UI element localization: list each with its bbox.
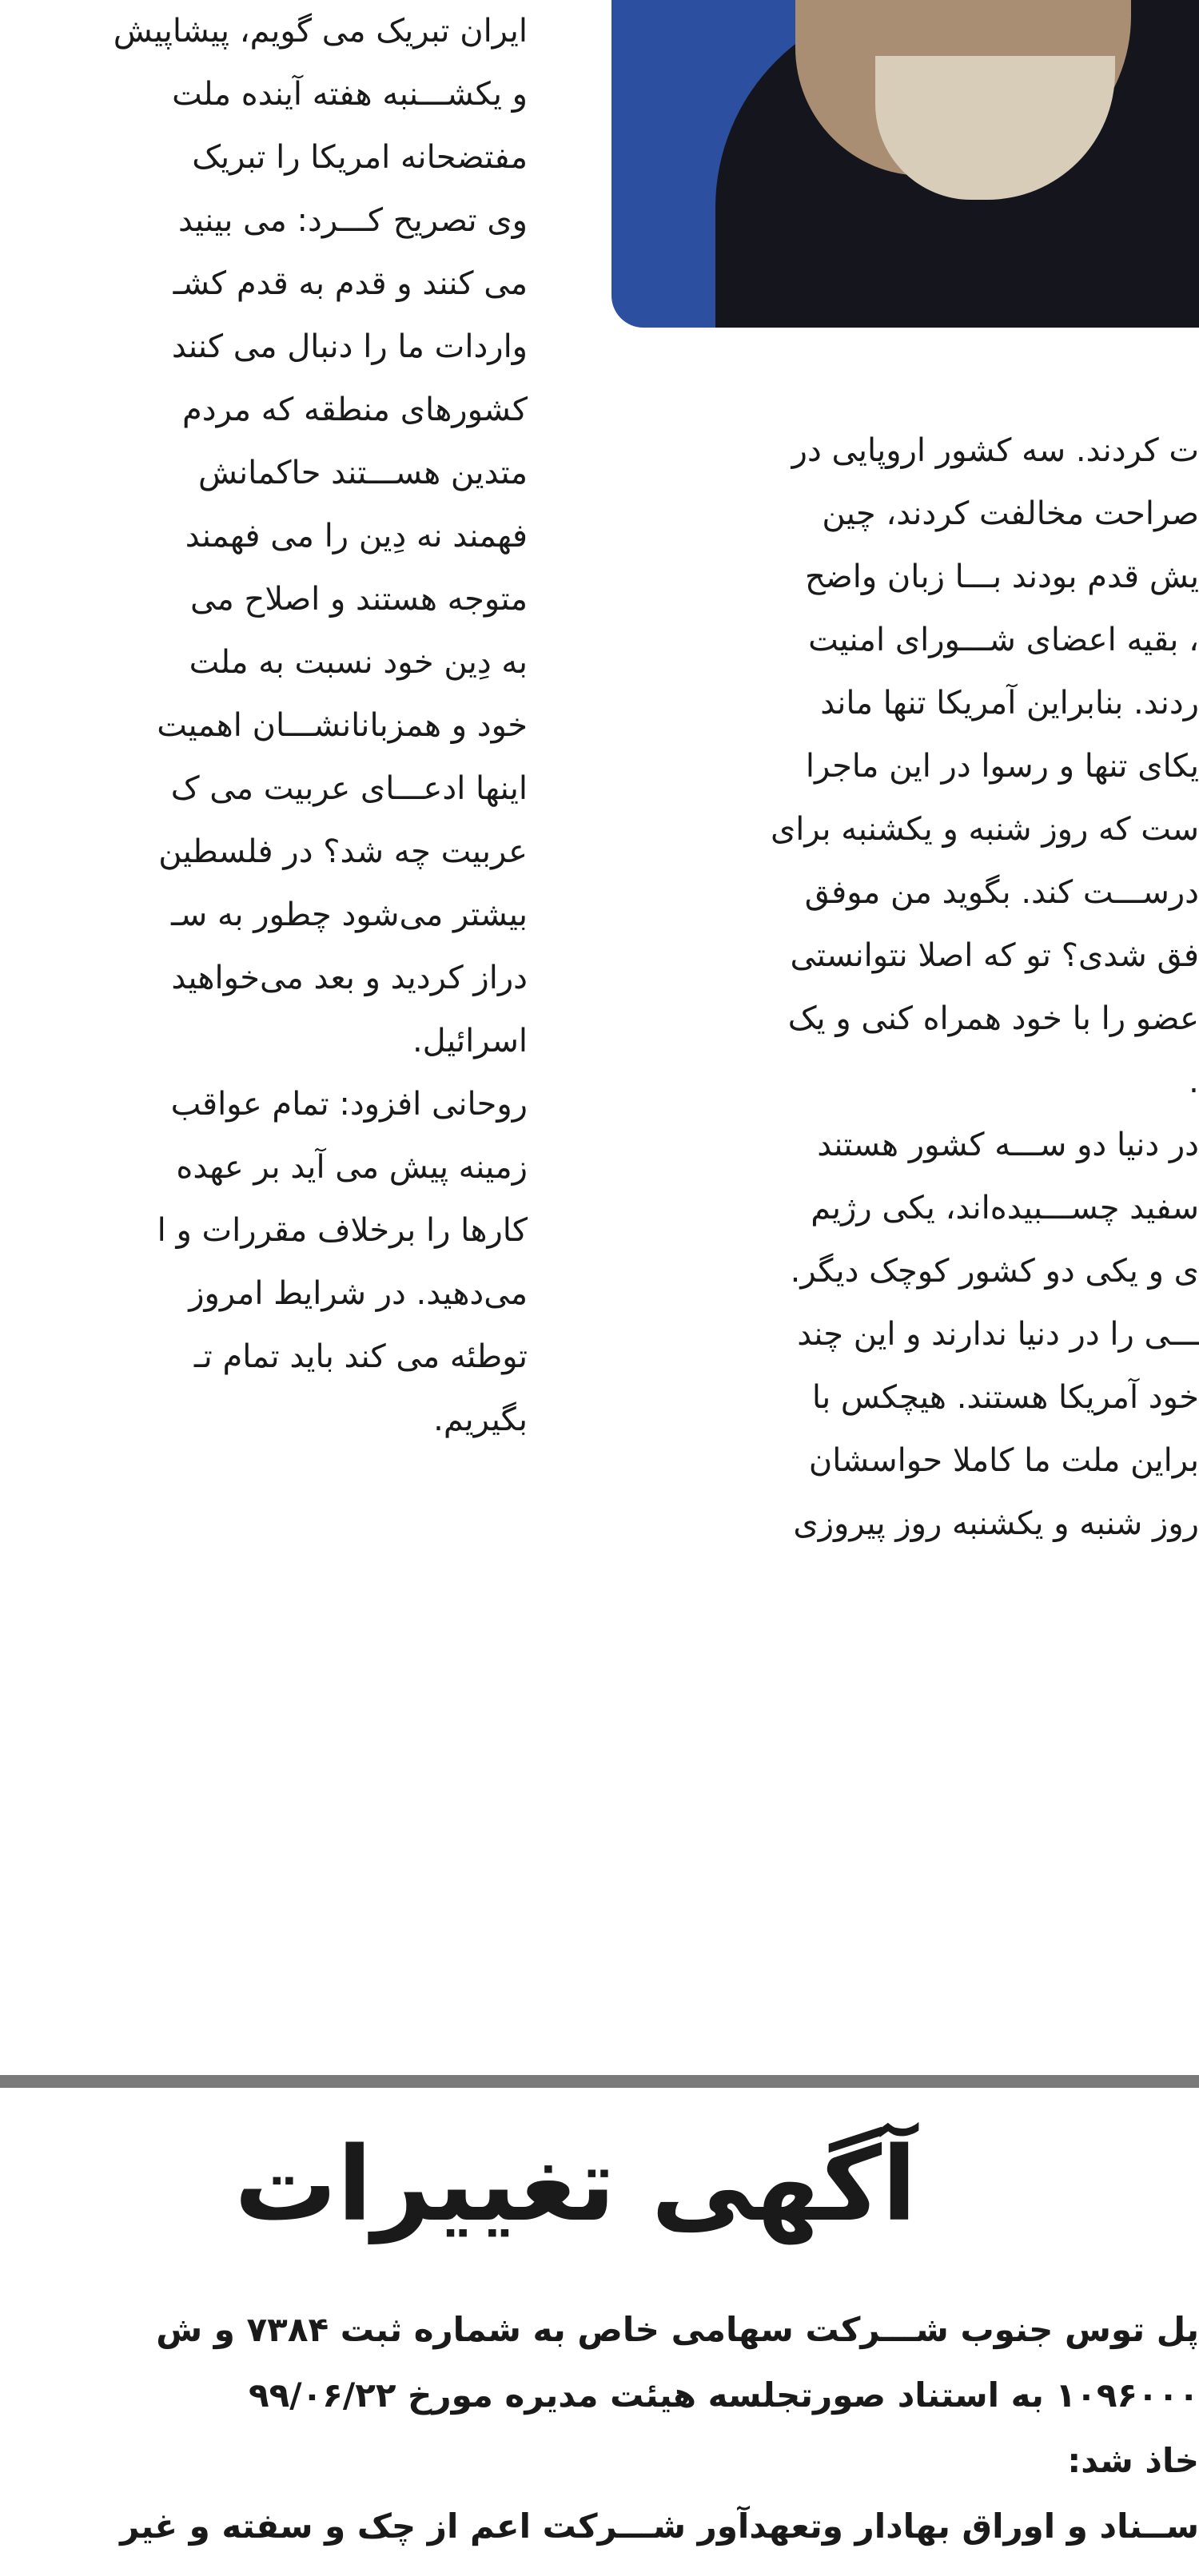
article-line: به دِین خود نسبت به ملت <box>189 644 528 681</box>
article-line: مفتضحانه امریکا را تبریک <box>192 139 528 176</box>
article-line: ست که روز شنبه و یکشنبه برای <box>770 811 1199 848</box>
article-line: در دنیا دو ســـه کشور هستند <box>817 1127 1199 1163</box>
article-column-right <box>592 419 1199 1556</box>
article-line: می کنند و قدم به قدم کشـ <box>173 265 528 302</box>
article-line: ایران تبریک می گویم، پیشاپیش <box>113 13 528 50</box>
notice-line: ســناد و اوراق بهادار وتعهدآور شـــرکت اعم از چک و سفته و غیر <box>120 2506 1199 2546</box>
article-line: دراز کردید و بعد می‌خواهید <box>171 960 528 996</box>
article-column-left <box>0 0 528 1452</box>
article-line: عربیت چه شد؟ در فلسطین <box>158 833 528 870</box>
article-line: ت کردند. سه کشور اروپایی در <box>791 432 1199 469</box>
article-line: صراحت مخالفت کردند، چین <box>822 495 1199 532</box>
article-line: یکای تنها و رسوا در این ماجرا <box>805 748 1199 785</box>
article-line: کارها را برخلاف مقررات و ا <box>157 1212 528 1249</box>
notice-line: ۱۰۹۶۰۰۰ به استناد صورتجلسه هیئت مدیره مورخ ۹۹/۰۶/۲۲ <box>249 2375 1199 2415</box>
article-line: خود و همزبانانشـــان اهمیت <box>157 707 528 744</box>
article-line: متوجه هستند و اصلاح می <box>190 581 528 618</box>
article-line: . <box>1189 1063 1199 1100</box>
article-line: فهمند نه دِین را می فهمند <box>185 518 528 555</box>
article-line: درســـت کند. بگوید من موفق <box>804 874 1199 911</box>
article-line: ردند. بنابراین آمریکا تنها ماند <box>820 685 1199 722</box>
article-line: اسرائیل. <box>412 1023 528 1059</box>
notice-body <box>0 2297 1199 2559</box>
article-line: واردات ما را دنبال می کنند <box>171 328 528 365</box>
notice-line: خاذ شد: <box>1067 2441 1199 2480</box>
article-line: ی و یکی دو کشور کوچک دیگر. <box>790 1253 1199 1290</box>
article-line: و یکشـــنبه هفته آینده ملت <box>172 76 528 113</box>
article-line: روز شنبه و یکشنبه روز پیروزی <box>793 1505 1199 1542</box>
article-line: روحانی افزود: تمام عواقب <box>170 1086 528 1123</box>
article-line: سفید چســـبیده‌اند، یکی رژیم <box>811 1190 1199 1226</box>
article-line: فق شدی؟ تو که اصلا نتوانستی <box>790 937 1199 974</box>
article-line: ـــی را در دنیا ندارند و این چند <box>797 1316 1199 1353</box>
article-line: می‌دهید. در شرایط امروز <box>189 1275 528 1312</box>
article-line: ، بقیه اعضای شـــورای امنیت <box>808 622 1199 658</box>
article-line: خود آمریکا هستند. هیچکس با <box>811 1379 1199 1416</box>
article-line: توطئه می کند باید تمام تـ <box>193 1338 528 1375</box>
article-line: متدین هســـتند حاکمانش <box>198 455 528 491</box>
notice-line: پل توس جنوب شـــرکت سهامی خاص به شماره ثبت ۷۳۸۴ و ش <box>156 2310 1199 2349</box>
notice-title: آگهی تغییرات <box>234 2125 917 2244</box>
article-line: براین ملت ما کاملا حواسشان <box>808 1442 1199 1479</box>
article-line: وی تصریح کـــرد: می بینید <box>178 202 528 239</box>
article-line: بگیریم. <box>433 1401 528 1438</box>
portrait-photo-icon <box>611 0 1199 328</box>
section-divider <box>0 2075 1199 2088</box>
article-line: بیشتر می‌شود چطور به سـ <box>171 896 528 933</box>
article-line: کشورهای منطقه که مردم <box>182 392 528 428</box>
article-line: یش قدم بودند بـــا زبان واضح <box>804 559 1199 595</box>
article-line: اینها ادعـــای عربیت می ک <box>170 770 528 807</box>
article-line: زمینه پیش می آید بر عهده <box>176 1149 528 1186</box>
article-line: عضو را با خود همراه کنی و یک <box>787 1000 1199 1037</box>
